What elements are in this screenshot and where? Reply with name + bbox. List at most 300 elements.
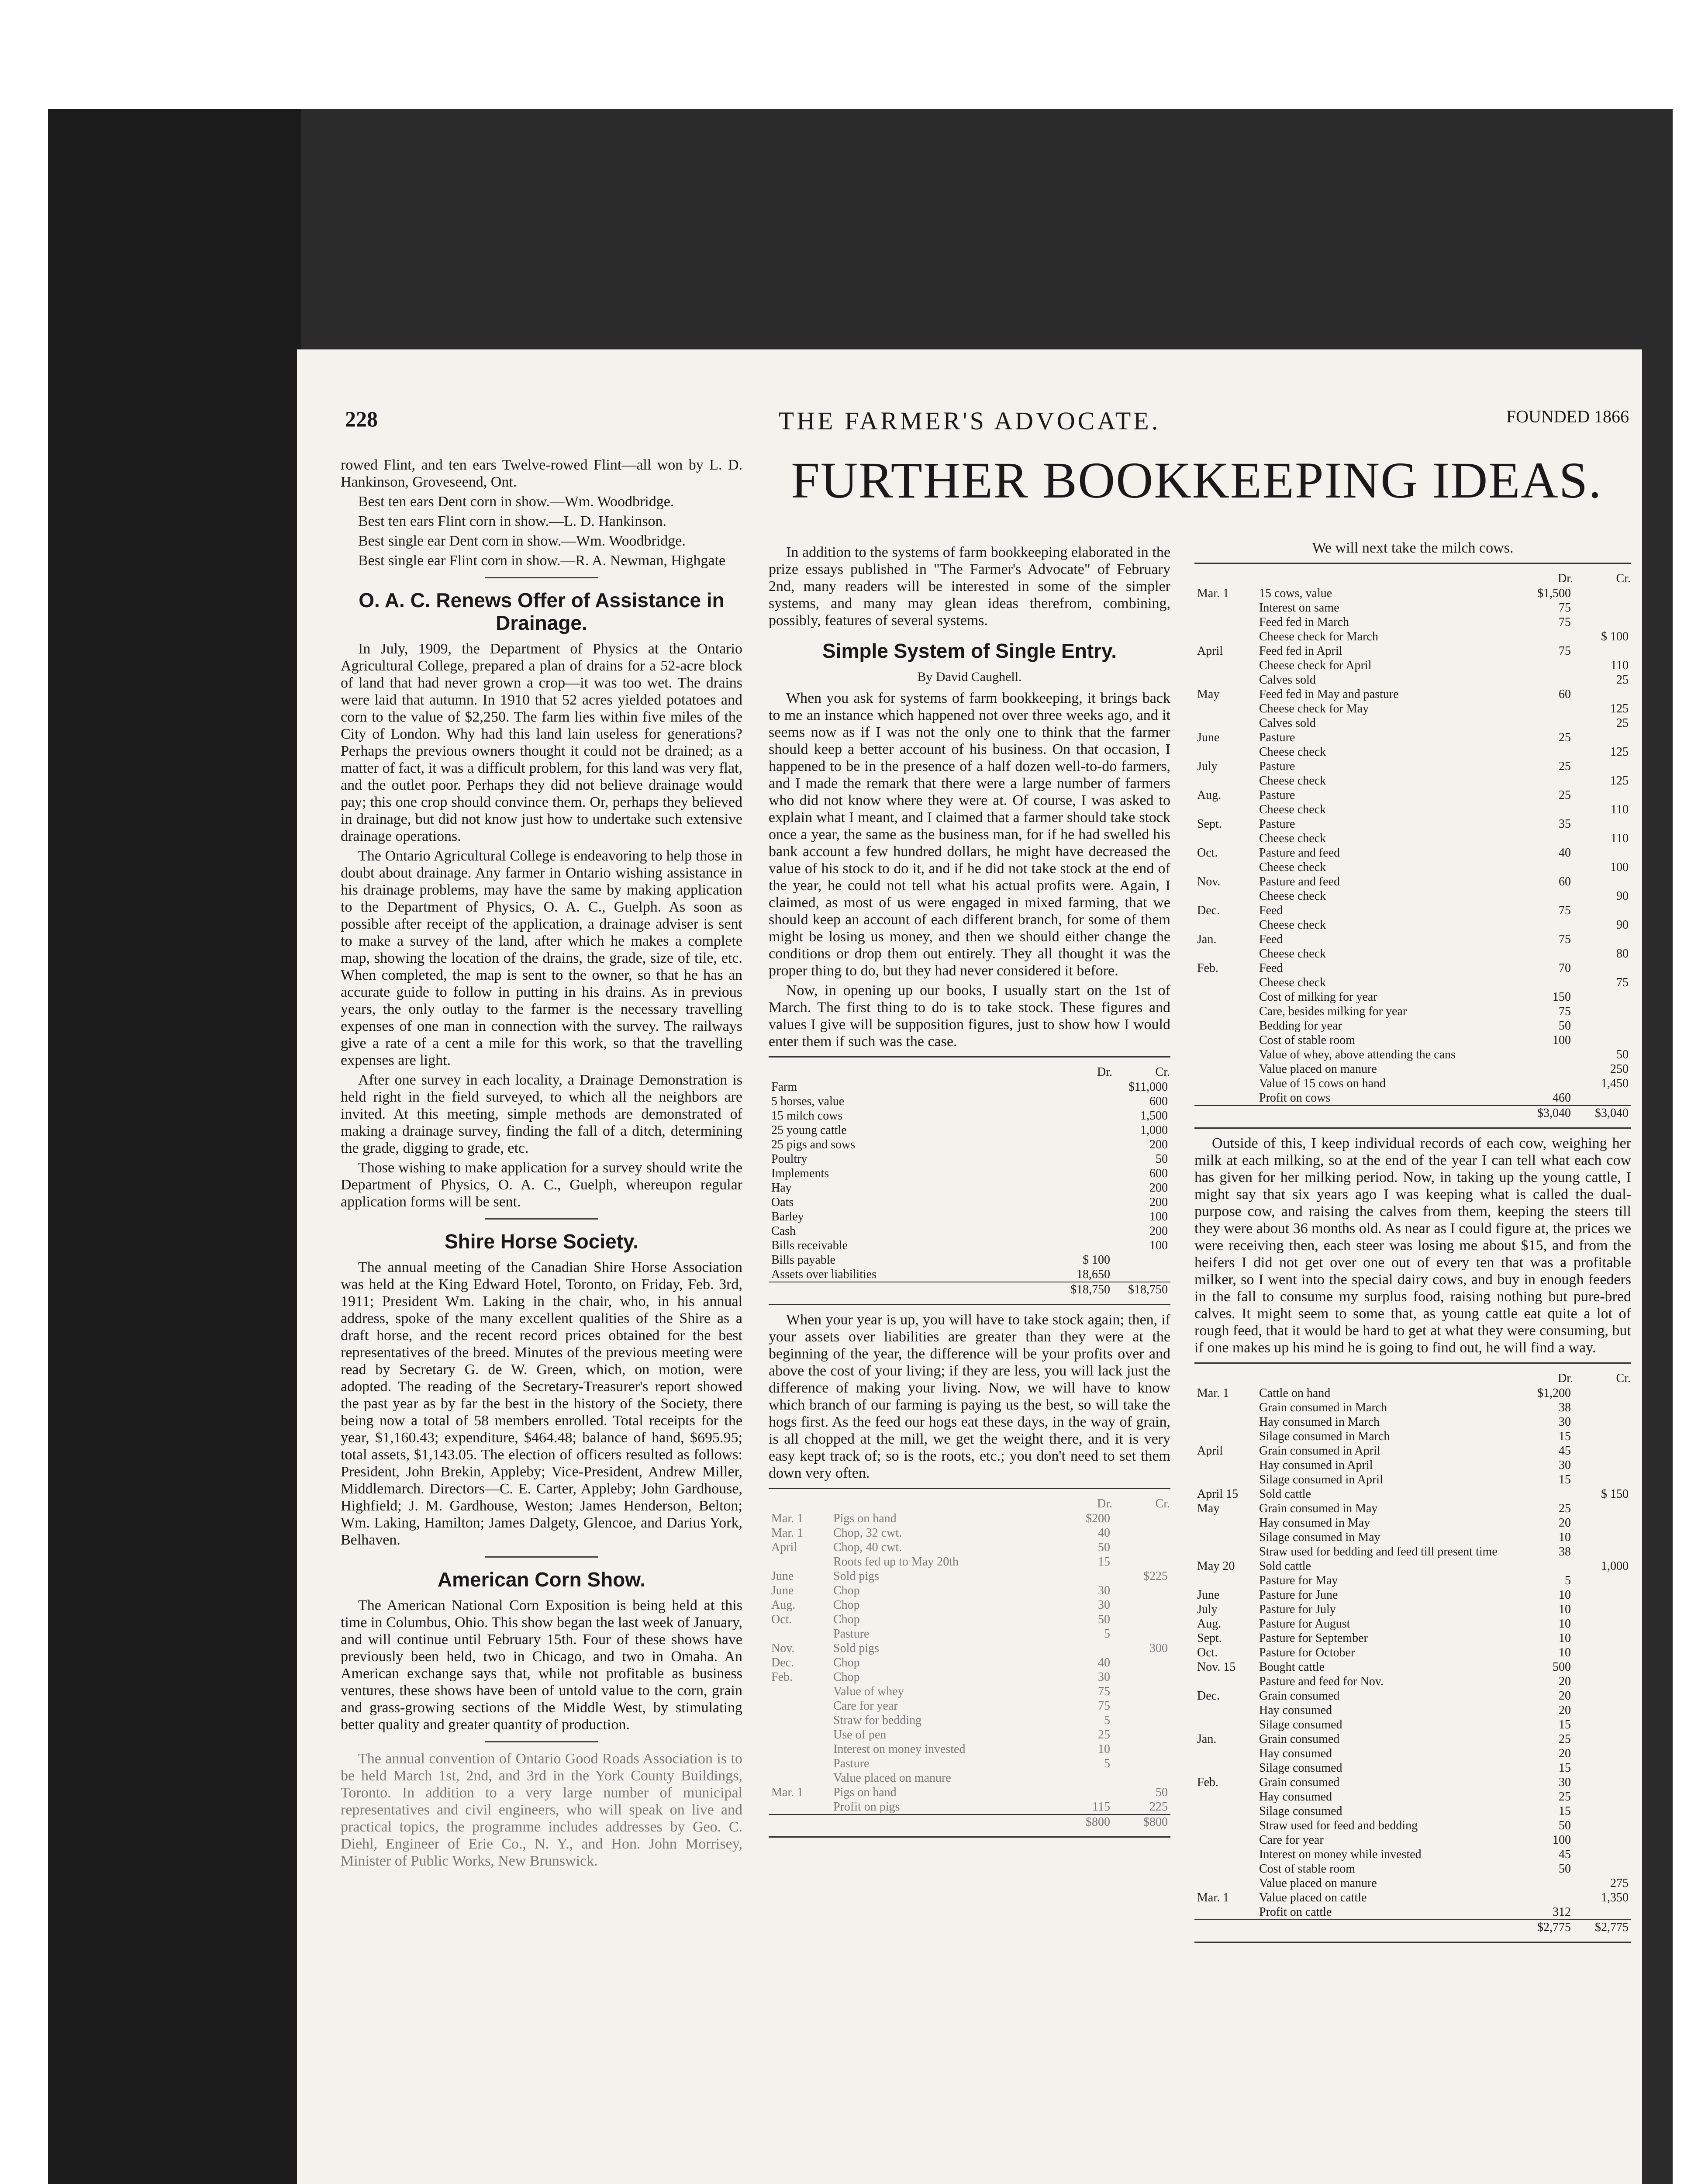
ledger-cell: Pasture — [833, 1627, 870, 1641]
ledger-row — [769, 1238, 1170, 1253]
ledger-cell — [1113, 1583, 1170, 1598]
ledger-cell — [1055, 1152, 1113, 1166]
ledger-cell — [1574, 1689, 1631, 1703]
ledger-head: Dr. — [1558, 1372, 1573, 1385]
ledger-cell — [1055, 1195, 1113, 1209]
ledger-cell — [1113, 1670, 1170, 1684]
article-paragraph: When you ask for systems of farm bookkeeping, it brings back to me an instance which happened not over three weeks ago, and it seems now as if I was not the only one to think that the farmer should keep a better account of his business. On that occasion, I happened to be in the presence of a half dozen well-to-do farmers, and I made the remark that there were a large number of farmers who did not know where they were at. Of course, I was asked to explain what I meant, and I claimed that a farmer should take stock once a year, the same as the business man, for if he had swelled his bank account a few hundred dollars, he might have decreased the value of his stock to do it, and if he did not take stock at the end of the year, he could not tell what his actual profits were. Again, I claimed, as most of us were engaged in mixed farming, that we should keep an account of each different branch, for some of them might be losing us money, and then we should either change the conditions or drop them out entirely. They all thought it was the proper thing to do, but they had never considered it before. — [769, 690, 1170, 979]
award-line: Best ten ears Flint corn in show.—L. D. Hankinson. — [358, 513, 667, 529]
ledger-cell: Cost of milking for year — [1259, 990, 1377, 1004]
ledger-row — [1194, 903, 1631, 918]
newspaper-page — [297, 349, 1642, 2184]
ledger-cell: 30 — [1098, 1584, 1110, 1597]
ledger-row — [1194, 1047, 1631, 1062]
ledger-cell: 5 — [1104, 1627, 1110, 1641]
ledger-cell: Feb. — [1197, 961, 1218, 975]
ledger-cell — [1055, 1137, 1113, 1152]
ledger-cell — [1194, 1415, 1256, 1429]
ledger-cell: Cheese check — [1259, 832, 1326, 845]
ledger-cell: 75 — [1559, 601, 1571, 615]
cow-ledger — [1194, 563, 1631, 1129]
ledger-cell — [1194, 1047, 1256, 1062]
ledger-cell: Pasture — [1259, 731, 1295, 744]
ledger-cell: 10 — [1559, 1531, 1571, 1544]
ledger-cell: Dec. — [1197, 904, 1220, 917]
ledger-cell: 50 — [1616, 1048, 1629, 1061]
ledger-cell — [1574, 932, 1631, 947]
ledger-row — [1194, 687, 1631, 702]
ledger-cell: 15 cows, value — [1259, 587, 1332, 600]
ledger-cell — [1574, 1091, 1631, 1106]
ledger-cell: Calves sold — [1259, 673, 1316, 687]
ledger-cell: Bills payable — [771, 1253, 835, 1267]
ledger-cell: 225 — [1149, 1800, 1168, 1814]
ledger-head — [1194, 1371, 1256, 1386]
ledger-cell: Farm — [771, 1080, 797, 1094]
ledger-cell: 20 — [1559, 1704, 1571, 1717]
ledger-cell — [1194, 1106, 1256, 1120]
ledger-row — [1194, 817, 1631, 831]
ledger-row — [1194, 846, 1631, 860]
ledger-cell: 35 — [1559, 817, 1571, 831]
bookkeeping-intro: In addition to the systems of farm bookkeeping elaborated in the prize essays published in "The Farmer's Advocate" of February 2nd, many readers will be interested in some of the simpler systems, and many may glean ideas therefrom, combining, possibly, features of several systems. — [769, 544, 1170, 629]
ledger-cell: Pasture and feed — [1259, 846, 1340, 860]
ledger-head — [1256, 1371, 1516, 1386]
ledger-cell: Use of pen — [833, 1728, 887, 1742]
ledger-cell — [1574, 1746, 1631, 1761]
ledger-cell — [1194, 702, 1256, 716]
ledger-cell — [1516, 1876, 1574, 1890]
ledger-cell — [1194, 774, 1256, 788]
ledger-cell: Implements — [771, 1167, 829, 1180]
ledger-cell: Cheese check — [1259, 803, 1326, 816]
ledger-row — [1194, 947, 1631, 961]
ledger-cell: 15 — [1559, 1761, 1571, 1775]
ledger-cell: 100 — [1149, 1210, 1168, 1223]
drainage-paragraph: Those wishing to make application for a survey should write the Department of Physics, O. A. C., Guelph, whereupon regular application forms will be sent. — [341, 1160, 742, 1210]
ledger-cell: Grain consumed — [1259, 1776, 1340, 1789]
ledger-cell: Chop — [833, 1584, 860, 1597]
ledger-cell — [1055, 1209, 1113, 1224]
ledger-cell: 50 — [1559, 1819, 1571, 1832]
ledger-cell: 90 — [1616, 889, 1629, 903]
ledger-cell: June — [771, 1569, 794, 1583]
ledger-cell: Pasture and feed — [1259, 875, 1340, 888]
article-paragraph: Outside of this, I keep individual records of each cow, weighing her milk at each milking, so at the end of the year I can tell what each cow has given for her milking period. Now, in taking up the young cattle, I might say that six years ago I was keeping what is called the dual-purpose cow, and raising the calves from them, keeping the steers till they were about 36 months old. As near as I could figure at, the prices we were receiving then, each steer was losing me about $15, and from the heifers I did not get over one out of every ten that was a profitable milker, so I went into the special dairy cows, and buy in enough feeders in the fall to consume my surplus food, raising nothing but pure-bred calves. It might seem to some that, as young cattle eat quite a lot of rough feed, that it would be hard to get at what they were consuming, but if one makes up his mind he is going to find out, he will find a way. — [1194, 1135, 1631, 1356]
ledger-cell: Feed — [1259, 961, 1283, 975]
ledger-cell: Oct. — [1197, 1646, 1218, 1659]
ledger-row — [769, 1109, 1170, 1123]
ledger-cell — [1194, 1530, 1256, 1545]
ledger-cell — [1055, 1094, 1113, 1109]
ledger-cell — [1194, 615, 1256, 629]
ledger-cell: $11,000 — [1128, 1080, 1168, 1094]
ledger-cell — [1194, 716, 1256, 730]
ledger-cell — [1516, 745, 1574, 759]
ledger-cell — [1055, 1785, 1113, 1800]
ledger-row — [1194, 1415, 1631, 1429]
good-roads-paragraph: The annual convention of Ontario Good Roads Association is to be held March 1st, 2nd, and 3rd in the York County Buildings, Toronto. In addition to a very large number of municipal representatives and civil engineers, who will speak on live and practical topics, the programme includes addresses by Geo. C. Diehl, Engineer of Erie Co., N. Y., and Hon. John Morrisey, Minister of Public Works, New Brunswick. — [341, 1751, 742, 1869]
ledger-cell: 5 — [1104, 1757, 1110, 1770]
ledger-cell — [1516, 673, 1574, 687]
ledger-cell — [769, 1756, 831, 1771]
ledger-cell — [1055, 1238, 1113, 1253]
ledger-row — [769, 1166, 1170, 1181]
ledger-cell — [1516, 658, 1574, 673]
ledger-cell: Dec. — [1197, 1689, 1220, 1703]
ledger-row — [1194, 1660, 1631, 1674]
ledger-cell — [769, 1282, 1055, 1297]
ledger-cell — [1194, 1804, 1256, 1818]
ledger-cell: Aug. — [1197, 1617, 1222, 1631]
ledger-cell: Calves sold — [1259, 716, 1316, 730]
ledger-cell: 30 — [1559, 1776, 1571, 1789]
ledger-cell: Pasture — [1259, 760, 1295, 773]
ledger-cell — [1574, 1645, 1631, 1660]
ledger-cell — [1574, 1761, 1631, 1775]
ledger-cell: 25 pigs and sows — [771, 1138, 856, 1151]
ledger-cell: Hay consumed — [1259, 1704, 1332, 1717]
ledger-row — [1194, 1703, 1631, 1717]
ledger-cell: 312 — [1553, 1905, 1571, 1919]
ledger-cell: Straw used for bedding and feed till present time — [1259, 1545, 1498, 1559]
ledger-cell — [1055, 1569, 1113, 1583]
ledger-cell — [1055, 1224, 1113, 1238]
ledger-row — [1194, 1818, 1631, 1833]
ledger-cell: 80 — [1616, 947, 1629, 961]
ledger-cell: Silage consumed — [1259, 1718, 1342, 1731]
ledger-cell: Interest on money while invested — [1259, 1848, 1422, 1861]
ledger-cell: Hay consumed — [1259, 1747, 1332, 1760]
ledger-cell — [1194, 1674, 1256, 1689]
ledger-cell — [1194, 918, 1256, 932]
ledger-cell — [1516, 716, 1574, 730]
ledger-cell: Value of whey, above attending the cans — [1259, 1048, 1456, 1061]
ledger-cell: 110 — [1611, 659, 1629, 672]
ledger-row — [1194, 932, 1631, 947]
ledger-cell — [1574, 1429, 1631, 1444]
ledger-cell — [1574, 601, 1631, 615]
ledger-cell: 10 — [1559, 1603, 1571, 1616]
ledger-row — [1194, 1905, 1631, 1920]
ledger-row — [1194, 831, 1631, 846]
ledger-cell — [769, 1684, 831, 1699]
award-line: rowed Flint, and ten ears Twelve-rowed Flint—all won by L. D. Hankinson, Groveseend, Ont. — [341, 457, 742, 490]
ledger-cell — [1516, 1062, 1574, 1076]
ledger-cell: 1,500 — [1140, 1109, 1168, 1123]
ledger-cell: Mar. 1 — [771, 1512, 804, 1525]
ledger-row — [1194, 975, 1631, 990]
ledger-cell: Bedding for year — [1259, 1019, 1342, 1033]
drainage-paragraph: In July, 1909, the Department of Physics at the Ontario Agricultural College, prepared a plan of drains for a 52-acre block of land that had never grown a crop—it was too wet. The drains were laid that autumn. In 1910 that 52 acres yielded potatoes and corn to the value of $2,250. The farm lies within five miles of the City of London. Why had this land lain useless for generations? Perhaps the previous owners thought it could not be drained; as a matter of fact, it was a difficult problem, for this land was very flat, and the outlet poor. Perhaps they did not believe drainage would pay; this one crop should convince them. Or, perhaps they believed in drainage, but did not know just how to undertake such extensive drainage operations. — [341, 641, 742, 844]
ledger-cell: Barley — [771, 1210, 804, 1223]
ledger-cell: Chop — [833, 1598, 860, 1612]
ledger-cell — [1194, 1019, 1256, 1033]
ledger-cell: 25 young cattle — [771, 1123, 847, 1137]
ledger-cell: Silage consumed in March — [1259, 1430, 1390, 1443]
ledger-cell — [1055, 1181, 1113, 1195]
award-line: Best single ear Dent corn in show.—Wm. Woodbridge. — [358, 533, 686, 549]
ledger-cell — [1113, 1699, 1170, 1713]
ledger-cell — [1574, 1386, 1631, 1400]
ledger-cell: 75 — [1098, 1685, 1110, 1698]
ledger-cell — [1574, 1804, 1631, 1818]
ledger-row — [769, 1080, 1170, 1094]
ledger-row — [1194, 1862, 1631, 1876]
ledger-row — [1194, 918, 1631, 932]
ledger-cell: Sold pigs — [833, 1569, 880, 1583]
ledger-cell — [769, 1814, 831, 1829]
ledger-cell: 150 — [1553, 990, 1571, 1004]
ledger-cell — [1574, 1516, 1631, 1530]
ledger-cell: Profit on cattle — [1259, 1905, 1332, 1919]
ledger-cell: Pasture for August — [1259, 1617, 1350, 1631]
ledger-row — [1194, 1004, 1631, 1019]
ledger-row — [1194, 1019, 1631, 1033]
ledger-cell — [1574, 1905, 1631, 1920]
milch-cows-intro: We will next take the milch cows. — [1312, 540, 1514, 556]
ledger-row — [769, 1728, 1170, 1742]
ledger-row — [1194, 874, 1631, 889]
ledger-cell: Mar. 1 — [1197, 1386, 1229, 1400]
ledger-cell — [1113, 1684, 1170, 1699]
ledger-cell: 75 — [1616, 976, 1629, 989]
byline: By David Caughell. — [917, 670, 1022, 684]
ledger-cell — [769, 1713, 831, 1728]
ledger-row — [1194, 1458, 1631, 1472]
ledger-cell — [1194, 1033, 1256, 1047]
ledger-row — [1194, 1833, 1631, 1847]
ledger-row — [1194, 658, 1631, 673]
ledger-cell: 20 — [1559, 1689, 1571, 1703]
ledger-cell: Cattle on hand — [1259, 1386, 1331, 1400]
ledger-cell — [1055, 1109, 1113, 1123]
ledger-cell: Assets over liabilities — [771, 1268, 877, 1281]
ledger-cell — [1113, 1267, 1170, 1282]
ledger-row — [1194, 1717, 1631, 1732]
ledger-cell: April — [771, 1541, 797, 1554]
ledger-cell — [769, 1627, 831, 1641]
ledger-cell: 25 — [1616, 716, 1629, 730]
ledger-cell: $2,775 — [1574, 1920, 1631, 1935]
ledger-cell: 40 — [1559, 846, 1571, 860]
divider — [485, 1741, 598, 1742]
ledger-cell: Grain consumed in April — [1259, 1444, 1380, 1458]
ledger-cell — [1194, 1091, 1256, 1106]
ledger-row — [1194, 1062, 1631, 1076]
ledger-cell: 75 — [1559, 904, 1571, 917]
ledger-row — [1194, 1501, 1631, 1516]
ledger-row — [1194, 1847, 1631, 1862]
ledger-cell — [1516, 947, 1574, 961]
ledger-cell — [1113, 1771, 1170, 1785]
drainage-paragraph: After one survey in each locality, a Drainage Demonstration is held right in the field surveyed, to which all the neighbors are invited. At this meeting, simple methods are demonstrated of making a drainage survey, finding the fall of a ditch, determining the grade, digging to grade, etc. — [341, 1072, 742, 1156]
ledger-cell: 45 — [1559, 1848, 1571, 1861]
ledger-cell: April — [1197, 1444, 1223, 1458]
ledger-cell: 30 — [1098, 1670, 1110, 1684]
ledger-cell: Feed fed in May and pasture — [1259, 688, 1399, 701]
ledger-cell: 70 — [1559, 961, 1571, 975]
ledger-cell: June — [771, 1584, 794, 1597]
ledger-cell: Mar. 1 — [1197, 587, 1229, 600]
ledger-cell: 75 — [1559, 615, 1571, 629]
ledger-cell: April 15 — [1197, 1487, 1239, 1501]
ledger-cell: May — [1197, 1502, 1220, 1515]
ledger-row — [769, 1612, 1170, 1627]
ledger-cell: Hay consumed in May — [1259, 1516, 1370, 1530]
ledger-row — [769, 1771, 1170, 1785]
ledger-cell — [1194, 1761, 1256, 1775]
ledger-cell — [1574, 961, 1631, 975]
ledger-cell: Cheese check for March — [1259, 630, 1378, 643]
ledger-cell: Feed — [1259, 933, 1283, 946]
ledger-cell: Cheese check — [1259, 860, 1326, 874]
award-line: Best single ear Flint corn in show.—R. A. Newman, Highgate — [358, 553, 726, 569]
ledger-cell: Sept. — [1197, 1631, 1222, 1645]
ledger-cell: 60 — [1559, 875, 1571, 888]
ledger-cell: 90 — [1616, 918, 1629, 932]
ledger-cell — [1194, 1790, 1256, 1804]
ledger-row — [769, 1209, 1170, 1224]
ledger-head — [769, 1496, 831, 1511]
ledger-cell: $18,750 — [1055, 1282, 1113, 1297]
ledger-cell: 25 — [1098, 1728, 1110, 1742]
ledger-row — [1194, 759, 1631, 774]
ledger-cell — [1574, 730, 1631, 745]
ledger-row — [1194, 961, 1631, 975]
divider — [485, 1218, 598, 1220]
ledger-cell — [1113, 1540, 1170, 1555]
ledger-cell: Profit on pigs — [833, 1800, 900, 1814]
ledger-row — [1194, 1761, 1631, 1775]
ledger-cell — [1574, 615, 1631, 629]
ledger-cell — [1516, 889, 1574, 903]
ledger-cell: 10 — [1559, 1631, 1571, 1645]
ledger-cell — [1113, 1655, 1170, 1670]
ledger-cell — [1574, 1033, 1631, 1047]
ledger-cell — [1574, 1862, 1631, 1876]
ledger-cell: 45 — [1559, 1444, 1571, 1458]
ledger-row — [1194, 1530, 1631, 1545]
ledger-cell — [1055, 1641, 1113, 1655]
ledger-row — [769, 1800, 1170, 1814]
ledger-cell: Interest on same — [1259, 601, 1339, 615]
ledger-cell — [1516, 1487, 1574, 1501]
ledger-row — [1194, 1076, 1631, 1091]
ledger-row — [769, 1684, 1170, 1699]
ledger-cell — [1113, 1253, 1170, 1267]
ledger-cell — [1574, 990, 1631, 1004]
hog-ledger-table — [769, 1496, 1170, 1829]
ledger-cell — [1194, 745, 1256, 759]
ledger-cell: Oats — [771, 1196, 794, 1209]
ledger-cell: 10 — [1559, 1646, 1571, 1659]
ledger-cell: Value placed on cattle — [1259, 1891, 1367, 1904]
ledger-cell: 100 — [1553, 1833, 1571, 1847]
ledger-cell — [1055, 1080, 1113, 1094]
ledger-cell — [1574, 1818, 1631, 1833]
ledger-row — [1194, 1876, 1631, 1890]
ledger-cell: 25 — [1559, 1732, 1571, 1746]
ledger-cell: 15 — [1559, 1804, 1571, 1818]
ledger-cell: $3,040 — [1574, 1106, 1631, 1120]
ledger-cell: Grain consumed in March — [1259, 1401, 1387, 1414]
ledger-cell — [1574, 846, 1631, 860]
ledger-head: Cr. — [1616, 572, 1631, 585]
ledger-cell — [1194, 658, 1256, 673]
ledger-cell — [1194, 1833, 1256, 1847]
ledger-cell — [1574, 874, 1631, 889]
ledger-cell: June — [1197, 1588, 1220, 1602]
ledger-cell — [1194, 1062, 1256, 1076]
ledger-cell: Sept. — [1197, 817, 1222, 831]
ledger-row — [1194, 774, 1631, 788]
ledger-cell: 38 — [1559, 1401, 1571, 1414]
ledger-cell — [1194, 975, 1256, 990]
ledger-cell — [769, 1555, 831, 1569]
ledger-cell: Interest on money invested — [833, 1742, 966, 1756]
ledger-row — [1194, 1804, 1631, 1818]
ledger-cell: Straw used for feed and bedding — [1259, 1819, 1418, 1832]
ledger-cell — [1194, 860, 1256, 874]
ledger-cell: 40 — [1098, 1526, 1110, 1540]
ledger-row — [1194, 1386, 1631, 1400]
ledger-cell: May — [1197, 688, 1220, 701]
ledger-cell: $3,040 — [1516, 1106, 1574, 1120]
ledger-cell: 75 — [1098, 1699, 1110, 1713]
ledger-total-row — [1194, 1920, 1631, 1935]
ledger-cell: 100 — [1610, 860, 1629, 874]
ledger-row — [769, 1267, 1170, 1282]
ledger-cell — [1574, 1588, 1631, 1602]
ledger-row — [1194, 1746, 1631, 1761]
ledger-row — [1194, 1516, 1631, 1530]
ledger-cell: Nov. 15 — [1197, 1660, 1236, 1674]
ledger-cell: 125 — [1610, 774, 1629, 788]
ledger-cell — [1256, 1920, 1516, 1935]
ledger-row — [1194, 1689, 1631, 1703]
ledger-cell — [1194, 1717, 1256, 1732]
ledger-cell: 20 — [1559, 1675, 1571, 1688]
ledger-row — [1194, 1091, 1631, 1106]
column-middle — [769, 544, 1170, 1844]
ledger-cell — [1574, 1415, 1631, 1429]
ledger-cell: Grain consumed — [1259, 1732, 1340, 1746]
ledger-cell — [1194, 1862, 1256, 1876]
ledger-cell — [1574, 1703, 1631, 1717]
ledger-row — [1194, 644, 1631, 658]
ledger-cell: 15 — [1559, 1718, 1571, 1731]
ledger-cell: 25 — [1559, 1790, 1571, 1804]
ledger-cell: 10 — [1559, 1588, 1571, 1602]
ledger-cell — [1574, 1631, 1631, 1645]
ledger-cell: Feed — [1259, 904, 1283, 917]
ledger-cell — [1516, 1047, 1574, 1062]
ledger-cell: Cheese check — [1259, 918, 1326, 932]
ledger-cell: 25 — [1559, 788, 1571, 802]
ledger-head: Cr. — [1616, 1372, 1631, 1385]
scan-dark-edge — [48, 109, 301, 2184]
ledger-cell: Pigs on hand — [833, 1512, 897, 1525]
ledger-cell: 5 — [1565, 1574, 1571, 1587]
shire-headline: Shire Horse Society. — [445, 1230, 638, 1253]
article-paragraph: When your year is up, you will have to take stock again; then, if your assets over liabilities are greater than they were at the beginning of the year, the difference will be your profits over and above the cost of your living; if they are less, you will lack just the difference of making your living. Now, we will have to know which branch of our farming is paying us the best, so will take the hogs first. As the feed our hogs eat these days, in the way of grain, is all chopped at the mill, we get the weight there, and it is very easy kept track of; so is the roots, etc.; you don't need to set them down very often. — [769, 1312, 1170, 1481]
ledger-row — [1194, 1545, 1631, 1559]
ledger-cell — [1574, 1019, 1631, 1033]
ledger-cell: 38 — [1559, 1545, 1571, 1559]
ledger-cell: Mar. 1 — [1197, 1891, 1229, 1904]
founded-note: FOUNDED 1866 — [1506, 407, 1629, 426]
